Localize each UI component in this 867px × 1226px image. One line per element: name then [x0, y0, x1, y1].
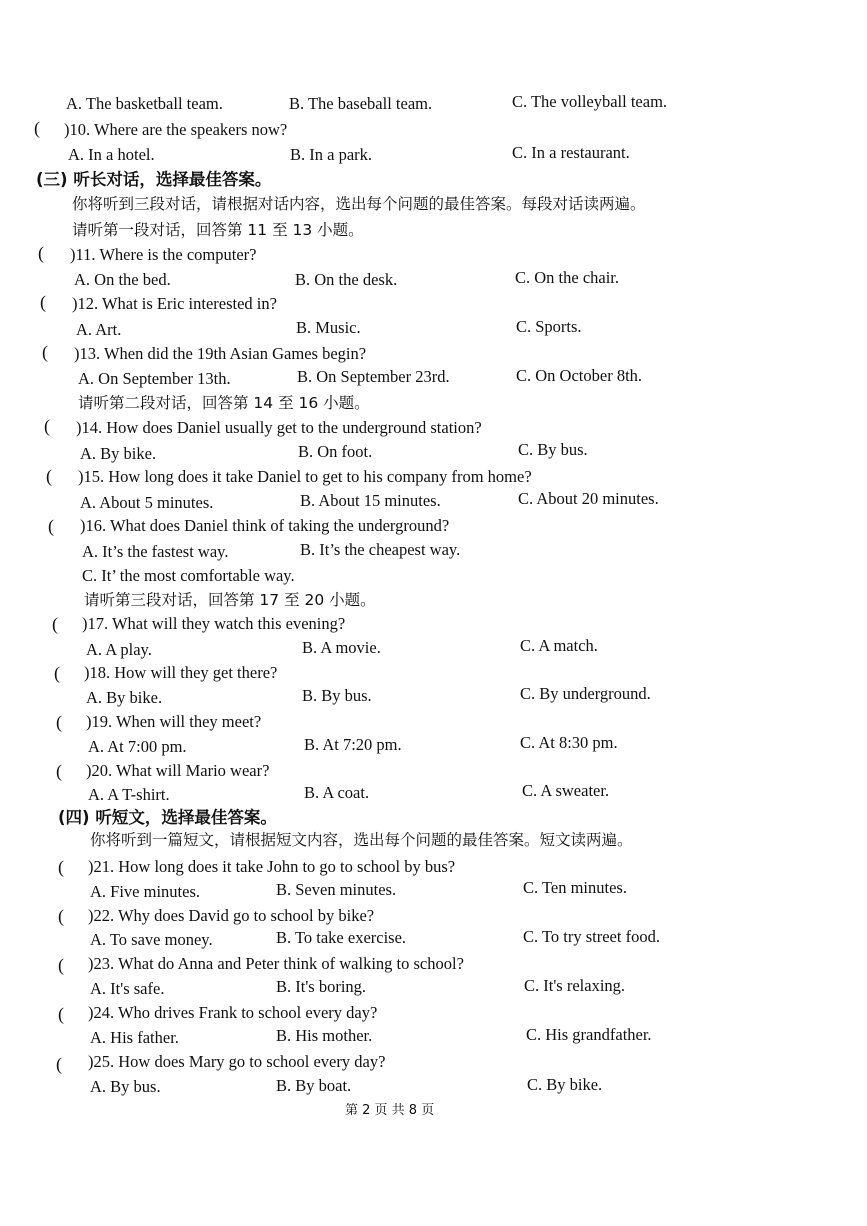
- q15-question: )15. How long does it take Daniel to get to his company from home?: [78, 467, 532, 486]
- q21-option-b: B. Seven minutes.: [276, 880, 397, 899]
- section-4-instruction: 你将听到一篇短文，请根据短文内容，选出每个问题的最佳答案。短文读两遍。: [90, 831, 633, 849]
- q24-answer-blank[interactable]: (: [58, 1004, 64, 1024]
- q22-option-a: A. To save money.: [90, 930, 213, 949]
- q18-option-c: C. By underground.: [520, 684, 651, 703]
- q21-question: )21. How long does it take John to go to school by bus?: [88, 857, 456, 876]
- page-number: 第 2 页 共 8 页: [345, 1103, 435, 1118]
- q10-option-b: B. In a park.: [290, 145, 373, 164]
- q15-option-c: C. About 20 minutes.: [518, 489, 659, 508]
- q15-answer-blank[interactable]: (: [46, 466, 52, 486]
- q18-answer-blank[interactable]: (: [54, 663, 60, 683]
- q11-option-c: C. On the chair.: [515, 268, 620, 287]
- q17-answer-blank[interactable]: (: [52, 614, 58, 634]
- q25-option-a: A. By bus.: [90, 1077, 161, 1096]
- q20-option-c: C. A sweater.: [522, 781, 610, 800]
- q16-answer-blank[interactable]: (: [48, 516, 54, 536]
- q11-answer-blank[interactable]: (: [38, 243, 44, 263]
- q18-option-b: B. By bus.: [302, 686, 372, 705]
- q16-option-c: C. It’ the most comfortable way.: [82, 566, 295, 585]
- q16-option-b: B. It’s the cheapest way.: [300, 540, 461, 559]
- q9-option-b: B. The baseball team.: [289, 94, 433, 113]
- q13-option-b: B. On September 23rd.: [297, 367, 450, 386]
- section-3-instruction: 你将听到三段对话，请根据对话内容，选出每个问题的最佳答案。每段对话读两遍。: [72, 195, 646, 213]
- q17-question: )17. What will they watch this evening?: [82, 614, 346, 633]
- section-3-heading: (三) 听长对话，选择最佳答案。: [36, 170, 272, 189]
- q23-answer-blank[interactable]: (: [58, 955, 64, 975]
- q19-option-b: B. At 7:20 pm.: [304, 735, 402, 754]
- q24-option-b: B. His mother.: [276, 1026, 373, 1045]
- q17-option-a: A. A play.: [86, 640, 152, 659]
- q16-question: )16. What does Daniel think of taking the underground?: [80, 516, 450, 535]
- q12-option-b: B. Music.: [296, 318, 361, 337]
- q12-option-c: C. Sports.: [516, 317, 582, 336]
- q23-option-a: A. It's safe.: [90, 979, 165, 998]
- q17-option-c: C. A match.: [520, 636, 598, 655]
- q22-answer-blank[interactable]: (: [58, 906, 64, 926]
- q23-option-c: C. It's relaxing.: [524, 976, 626, 995]
- q19-option-c: C. At 8:30 pm.: [520, 733, 618, 752]
- q10-option-c: C. In a restaurant.: [512, 143, 630, 162]
- q15-option-b: B. About 15 minutes.: [300, 491, 441, 510]
- q24-option-a: A. His father.: [90, 1028, 179, 1047]
- dialog-2-note: 请听第二段对话，回答第 14 至 16 小题。: [78, 394, 370, 412]
- q16-option-a: A. It’s the fastest way.: [82, 542, 229, 561]
- q19-answer-blank[interactable]: (: [56, 712, 62, 732]
- q19-option-a: A. At 7:00 pm.: [88, 737, 187, 756]
- q14-option-b: B. On foot.: [298, 442, 373, 461]
- q21-answer-blank[interactable]: (: [58, 857, 64, 877]
- q13-option-a: A. On September 13th.: [78, 369, 231, 388]
- q20-option-a: A. A T-shirt.: [88, 785, 170, 804]
- q13-question: )13. When did the 19th Asian Games begin?: [74, 344, 367, 363]
- q21-option-a: A. Five minutes.: [90, 882, 200, 901]
- q25-answer-blank[interactable]: (: [56, 1054, 62, 1074]
- q21-option-c: C. Ten minutes.: [523, 878, 627, 897]
- q18-option-a: A. By bike.: [86, 688, 163, 707]
- dialog-1-note: 请听第一段对话，回答第 11 至 13 小题。: [72, 221, 364, 239]
- q22-question: )22. Why does David go to school by bike?: [88, 906, 375, 925]
- dialog-3-note: 请听第三段对话，回答第 17 至 20 小题。: [84, 591, 376, 609]
- q14-option-c: C. By bus.: [518, 440, 588, 459]
- q14-answer-blank[interactable]: (: [44, 416, 50, 436]
- q20-option-b: B. A coat.: [304, 783, 370, 802]
- q11-question: )11. Where is the computer?: [70, 245, 257, 264]
- q15-option-a: A. About 5 minutes.: [80, 493, 214, 512]
- q13-option-c: C. On October 8th.: [516, 366, 643, 385]
- q11-option-a: A. On the bed.: [74, 270, 171, 289]
- q9-option-c: C. The volleyball team.: [512, 92, 668, 111]
- q10-answer-blank[interactable]: (: [34, 118, 40, 138]
- q14-option-a: A. By bike.: [80, 444, 157, 463]
- q22-option-c: C. To try street food.: [523, 927, 660, 946]
- q12-question: )12. What is Eric interested in?: [72, 294, 277, 313]
- q13-answer-blank[interactable]: (: [42, 342, 48, 362]
- q14-question: )14. How does Daniel usually get to the underground station?: [76, 418, 482, 437]
- q22-option-b: B. To take exercise.: [276, 928, 407, 947]
- q9-option-a: A. The basketball team.: [66, 94, 223, 113]
- q12-answer-blank[interactable]: (: [40, 292, 46, 312]
- q12-option-a: A. Art.: [76, 320, 122, 339]
- q25-option-b: B. By boat.: [276, 1076, 352, 1095]
- q17-option-b: B. A movie.: [302, 638, 381, 657]
- q10-question: )10. Where are the speakers now?: [64, 120, 288, 139]
- q20-answer-blank[interactable]: (: [56, 761, 62, 781]
- q25-question: )25. How does Mary go to school every day?: [88, 1052, 386, 1071]
- q25-option-c: C. By bike.: [527, 1075, 603, 1094]
- q23-question: )23. What do Anna and Peter think of walking to school?: [88, 954, 464, 973]
- q24-option-c: C. His grandfather.: [526, 1025, 652, 1044]
- q24-question: )24. Who drives Frank to school every day?: [88, 1003, 378, 1022]
- q11-option-b: B. On the desk.: [295, 270, 398, 289]
- q20-question: )20. What will Mario wear?: [86, 761, 270, 780]
- section-4-heading: (四) 听短文，选择最佳答案。: [58, 808, 277, 827]
- q10-option-a: A. In a hotel.: [68, 145, 155, 164]
- q23-option-b: B. It's boring.: [276, 977, 367, 996]
- q18-question: )18. How will they get there?: [84, 663, 278, 682]
- q19-question: )19. When will they meet?: [86, 712, 262, 731]
